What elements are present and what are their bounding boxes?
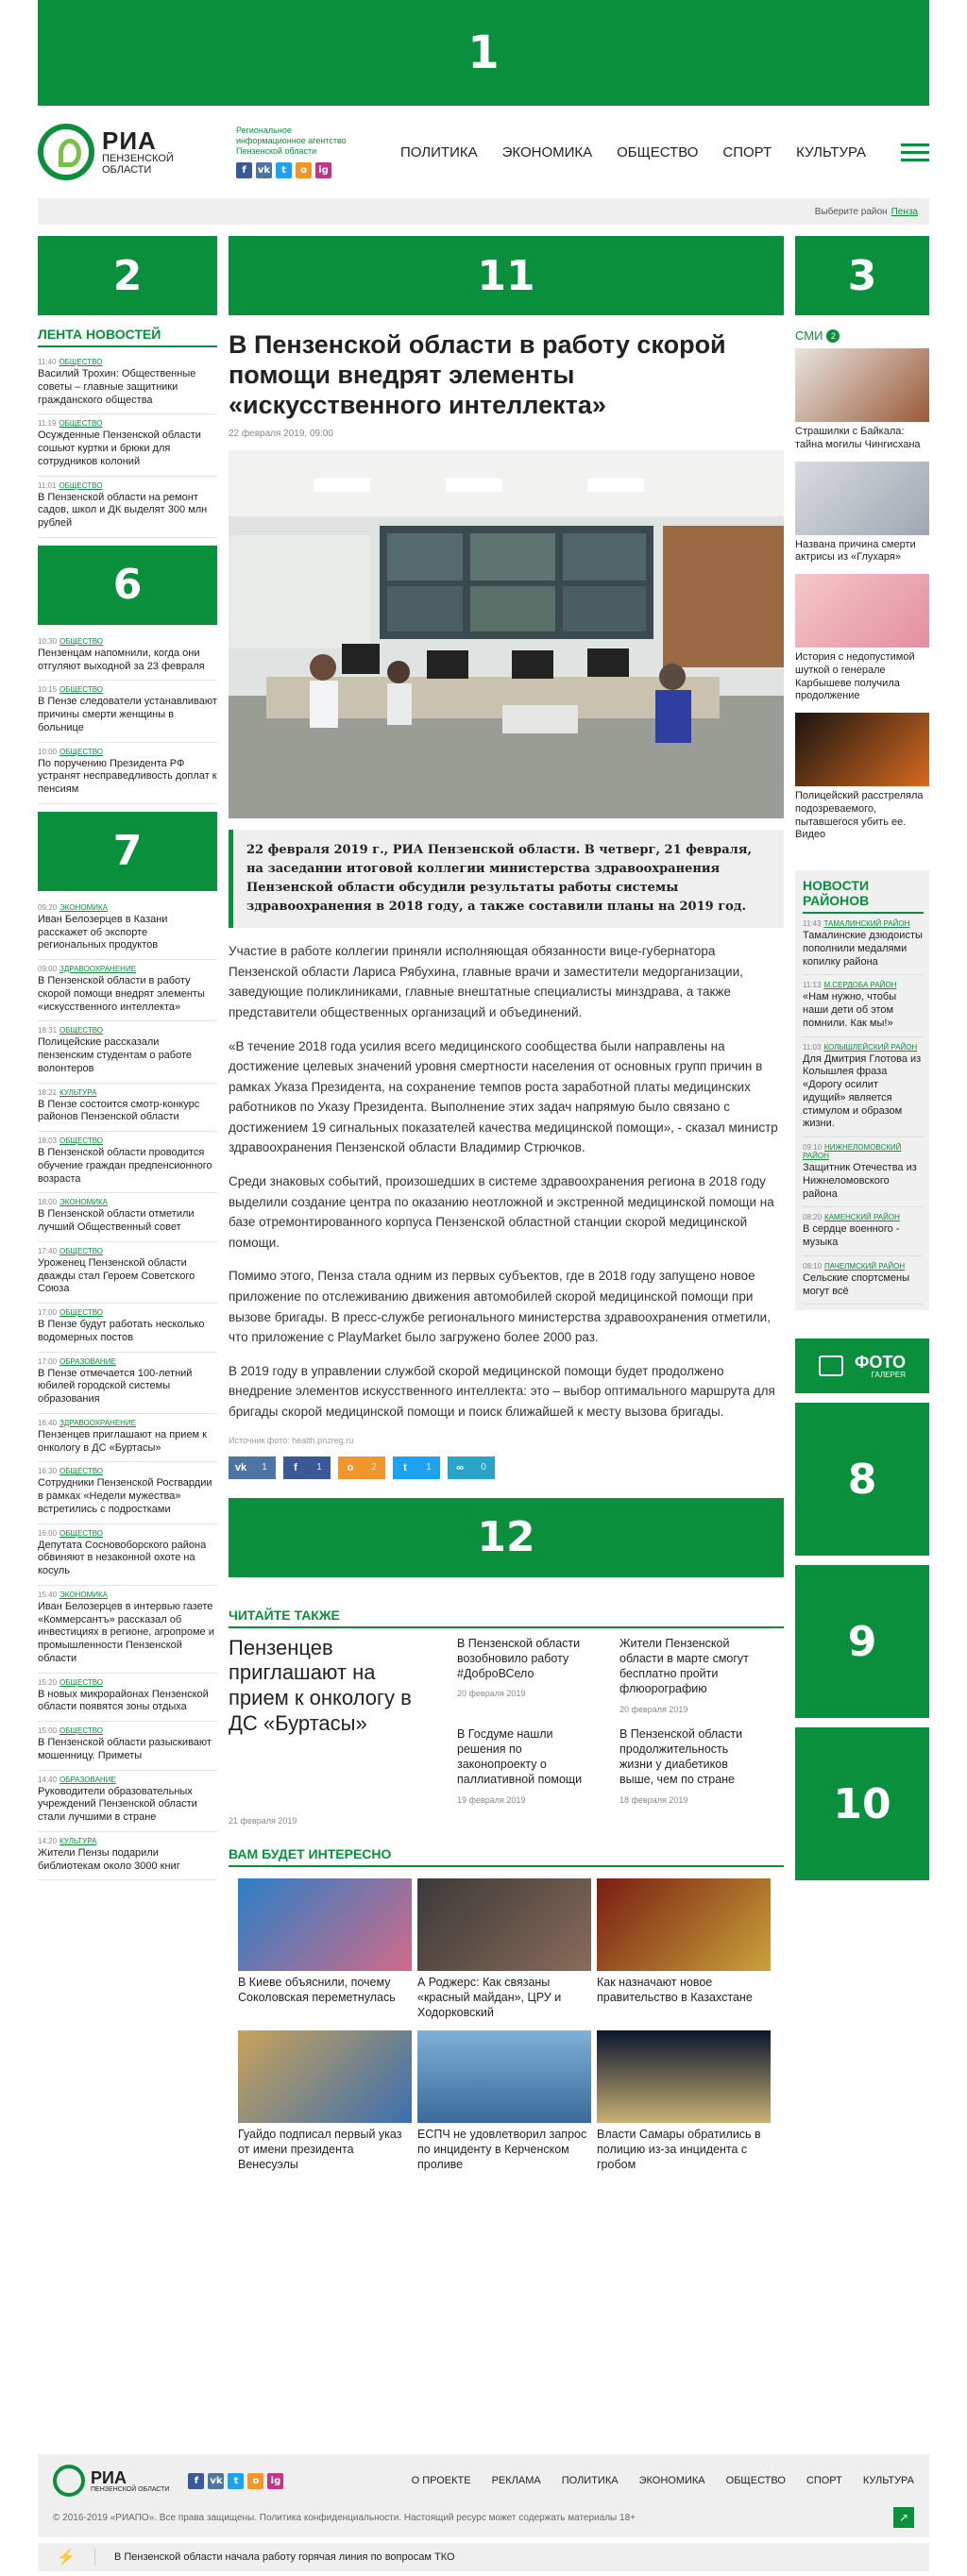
logo-icon	[38, 124, 94, 180]
news-meta	[38, 1136, 217, 1145]
news-meta	[38, 1837, 217, 1845]
copyright: © 2016-2019 «РИАПО». Все права защищены. Политика конфиденциальности. Настоящий ресурс может содержать материалы 18+	[53, 2512, 636, 2523]
share-twitter-button[interactable]	[393, 1456, 440, 1479]
news-category[interactable]: ОБЩЕСТВО	[59, 1677, 104, 1687]
region-meta	[803, 1262, 924, 1271]
news-meta	[38, 1308, 217, 1317]
news-feed-item[interactable]: 11:40 ОБЩЕСТВО Василий Трохин: Общественные советы – главные защитники гражданского общества	[38, 353, 217, 414]
news-title[interactable]: В Пензенской области проводится обучение граждан предпенсионного возраста	[38, 1147, 212, 1185]
news-category[interactable]: КУЛЬТУРА	[59, 1087, 97, 1097]
region-time: 08:20	[803, 1213, 823, 1222]
facebook-icon[interactable]: f	[236, 162, 252, 178]
logo-subtitle-2: ОБЛАСТИ	[102, 163, 152, 176]
control-room-image	[229, 450, 784, 818]
region-news-title[interactable]: Сельские спортсмены могут всё	[803, 1271, 910, 1297]
news-category[interactable]: КУЛЬТУРА	[59, 1836, 97, 1845]
news-title[interactable]: Уроженец Пензенской области дважды стал Героем Советского Союза	[38, 1256, 195, 1295]
footer-nav-item[interactable]: ПОЛИТИКА	[561, 2475, 619, 2486]
news-time: 17:00	[38, 1356, 58, 1366]
photo-source: Источник фото: health.pnzreg.ru	[229, 1435, 354, 1445]
site-footer	[38, 2454, 929, 2537]
footer-nav-item[interactable]: О ПРОЕКТЕ	[411, 2475, 471, 2486]
region-news-title[interactable]: В сердце военного - музыка	[803, 1223, 900, 1249]
smi-item[interactable]: Названа причина смерти актрисы из «Глухаря»	[795, 462, 929, 565]
region-category[interactable]: М.СЕРДОБА РАЙОН	[823, 981, 897, 990]
news-ticker[interactable]	[38, 2543, 929, 2571]
footer-nav-item[interactable]: РЕКЛАМА	[491, 2475, 541, 2486]
ticker-text: В Пензенской области начала работу горячая линия по вопросам ТКО	[114, 2551, 455, 2563]
region-link[interactable]: Пенза	[891, 206, 918, 217]
news-category[interactable]: ОБЩЕСТВО	[59, 1246, 104, 1255]
news-feed-list	[38, 899, 217, 1881]
region-meta	[803, 1043, 924, 1052]
share-count: 2	[371, 1462, 377, 1473]
news-meta	[38, 1419, 217, 1427]
article-paragraph: Участие в работе коллегии приняли исполняющая обязанности вице-губернатора Пензенской области Лариса Рябухина, главные врачи и заместители медорганизации, заведующие поликлиниками, главные внештатные специалисты минздрава, а также представители общественных организаций и объединений.	[229, 944, 743, 1019]
news-title[interactable]: Руководители образовательных учреждений Пензенской области стали лучшими в стране	[38, 1785, 197, 1823]
news-category[interactable]: ОБЩЕСТВО	[59, 1528, 104, 1538]
ad-banner-6[interactable]: 6	[38, 546, 217, 625]
news-time: 16:40	[38, 1418, 58, 1427]
footer-logo[interactable]: РИА ПЕНЗЕНСКОЙ ОБЛАСТИ	[53, 2465, 169, 2497]
article-paragraph: В 2019 году в управлении службой скорой медицинской помощи будет продолжено внедрение элементов искусственного интеллекта: это – выбор оптимального маршрута для бригады скорой медицинской помощи и поиск ближайшей к месту вызова бригады.	[229, 1363, 775, 1420]
news-feed-item[interactable]	[38, 1353, 217, 1414]
share-vk-button[interactable]	[229, 1456, 276, 1479]
smi-title: СМИ 2	[795, 328, 929, 343]
main-column	[229, 236, 784, 2172]
news-meta	[38, 1026, 217, 1035]
news-meta	[38, 1678, 217, 1687]
region-selector	[38, 198, 929, 225]
region-category[interactable]: ТАМАЛИНСКИЙ РАЙОН	[823, 919, 910, 929]
share-odnoklassniki-button[interactable]	[338, 1456, 385, 1479]
news-feed-item[interactable]	[38, 1304, 217, 1353]
facebook-icon[interactable]: f	[188, 2473, 204, 2489]
news-feed-item[interactable]: 11:01 ОБЩЕСТВО В Пензенской области на ремонт садов, школ и ДК выделят 300 млн рублей	[38, 477, 217, 538]
smi-item[interactable]: История с недопустимой шуткой о генерале Карбышеве получила продолжение	[795, 574, 929, 703]
news-feed-item[interactable]: 10:00 ОБЩЕСТВО По поручению Президента РФ устранят несправедливость доплат к пенсиям	[38, 743, 217, 804]
nav-item-culture[interactable]: КУЛЬТУРА	[796, 143, 866, 160]
agency-line: информационное агентство	[236, 135, 347, 145]
news-time: 14:40	[38, 1775, 58, 1784]
region-news-item[interactable]	[803, 1137, 924, 1207]
interest-card[interactable]: В Киеве объяснили, почему Соколовская переметнулась	[238, 1878, 412, 2021]
nav-item-politics[interactable]: ПОЛИТИКА	[400, 143, 478, 160]
link-icon: ∞	[456, 1461, 464, 1473]
ad-banner-10[interactable]: 10	[795, 1727, 929, 1880]
regions-news	[795, 870, 929, 1310]
ad-banner-8[interactable]: 8	[795, 1403, 929, 1556]
region-time: 08:10	[803, 1261, 823, 1271]
news-meta	[38, 1591, 217, 1599]
news-feed-item[interactable]	[38, 960, 217, 1021]
news-feed-item[interactable]	[38, 1771, 217, 1832]
news-feed-item[interactable]	[38, 1021, 217, 1083]
news-time: 16:30	[38, 1467, 58, 1476]
read-also-item[interactable]: В Пензенской области возобновило работу #ДоброВСело 20 февраля 2019	[457, 1636, 581, 1699]
region-news-item[interactable]	[803, 1207, 924, 1256]
read-also-main-date: 21 февраля 2019	[229, 1815, 297, 1826]
news-feed-item[interactable]	[38, 1242, 217, 1304]
news-title[interactable]: В Пензенской области отметили лучший Общественный совет	[38, 1208, 195, 1233]
news-feed-item[interactable]	[38, 1084, 217, 1133]
article-paragraph: «В течение 2018 года усилия всего медицинского сообщества были направлены на достижение целевых значений уровня смертности населения от основных групп причин в рамках Указа Президента, на сохранение темпов роста заработной платы медицинских работников по Указу Президента. Выполнение этих задач напрямую было связано с достижением 19 сигнальных показателей качества медицинской помощи», - сказал министр здравоохранения Пензенской области Владимир Стрючков.	[229, 1038, 778, 1155]
news-meta	[38, 903, 217, 912]
news-category[interactable]: ОБЩЕСТВО	[59, 1026, 104, 1035]
region-meta	[803, 919, 924, 928]
news-category[interactable]: ЗДРАВООХРАНЕНИЕ	[59, 1418, 137, 1427]
region-time: 11:13	[803, 981, 822, 990]
share-count: 1	[316, 1462, 322, 1473]
news-title[interactable]: Пензенцев приглашают на прием к онкологу в ДС «Буртасы»	[38, 1428, 207, 1454]
read-also-main-title: Пензенцев приглашают на прием к онкологу в ДС «Буртасы»	[229, 1635, 412, 1736]
region-news-item[interactable]	[803, 975, 924, 1036]
read-also-item[interactable]: В Госдуме нашли решения по законопроекту о паллиативной помощи 19 февраля 2019	[457, 1726, 583, 1805]
news-title[interactable]: Иван Белозерцев в Казани расскажет об экспорте региональных продуктов	[38, 913, 168, 951]
news-title[interactable]: Депутата Сосновоборского района обвиняют в незаконной охоте на косуль	[38, 1539, 207, 1576]
ad-banner-3[interactable]: 3	[795, 236, 929, 315]
news-category[interactable]: ОБЩЕСТВО	[59, 1308, 104, 1317]
footer-nav	[412, 2475, 914, 2486]
read-also-item[interactable]: Жители Пензенской области в марте смогут бесплатно пройти флюорографию 20 февраля 2019	[619, 1636, 749, 1714]
news-feed-item[interactable]: 11:19 ОБЩЕСТВО Осужденные Пензенской области сошьют куртки и брюки для сотрудников колоний	[38, 414, 217, 476]
instagram-icon[interactable]: ig	[315, 162, 331, 178]
region-news-title[interactable]: Тамалинские дзюдоисты пополнили медалями копилку района	[803, 930, 923, 968]
region-news-title[interactable]: Для Дмитрия Глотова из Колышлея фраза «Дорогу осилит идущий» является стимулом и образом жизни.	[803, 1052, 922, 1130]
news-time: 18:03	[38, 1136, 58, 1145]
facebook-icon: f	[294, 1461, 297, 1473]
share-count: 1	[262, 1462, 267, 1473]
ad-banner-11[interactable]: 11	[229, 236, 784, 315]
news-feed-item[interactable]	[38, 1674, 217, 1723]
odnoklassniki-icon[interactable]: o	[296, 162, 312, 178]
news-meta	[38, 1088, 217, 1097]
news-title[interactable]: В новых микрорайонах Пензенской области появятся зоны отдыха	[38, 1688, 209, 1713]
news-time: 18:00	[38, 1198, 58, 1207]
interest-title: ВАМ БУДЕТ ИНТЕРЕСНО	[229, 1835, 784, 1867]
right-column	[795, 236, 929, 1880]
news-title[interactable]: Полицейские рассказали пензенским студентам о работе волонтеров	[38, 1036, 193, 1074]
interest-card[interactable]: А Роджерс: Как связаны «красный майдан», ЦРУ и Ходорковский	[417, 1878, 591, 2021]
news-category[interactable]: ЗДРАВООХРАНЕНИЕ	[59, 965, 137, 973]
footer-nav-item[interactable]: ОБЩЕСТВО	[725, 2475, 786, 2486]
site-logo[interactable]	[38, 124, 208, 180]
interest-card[interactable]: Власти Самары обратились в полицию из-за инцидента с гробом	[597, 2030, 771, 2173]
region-label: Выберите район	[814, 206, 888, 217]
news-title[interactable]: В Пензе отмечается 100-летний юбилей городской системы образования	[38, 1367, 193, 1405]
news-title[interactable]: В Пензе будут работать несколько водомерных постов	[38, 1319, 205, 1343]
agency-line: Региональное	[236, 125, 292, 135]
logo-title: РИА	[102, 126, 157, 155]
read-also-main[interactable]	[229, 1636, 436, 1826]
region-category[interactable]: КОЛЫШЛЕЙСКИЙ РАЙОН	[823, 1042, 918, 1052]
news-category[interactable]: ОБРАЗОВАНИЕ	[59, 1775, 116, 1784]
news-category[interactable]: ОБЩЕСТВО	[59, 1726, 104, 1735]
region-news-item[interactable]	[803, 1256, 924, 1305]
region-category[interactable]: ПАЧЕЛМСКИЙ РАЙОН	[824, 1261, 906, 1271]
news-time: 15:40	[38, 1590, 58, 1599]
footer-nav-item[interactable]: ЭКОНОМИКА	[638, 2475, 705, 2486]
site-header	[38, 109, 929, 194]
news-title[interactable]: Жители Пензы подарили библиотекам около 3000 книг	[38, 1846, 180, 1872]
article-title: В Пензенской области в работу скорой помощи внедрят элементы «искусственного интеллекта»	[229, 330, 726, 419]
region-time: 11:03	[803, 1042, 822, 1052]
news-category[interactable]: ОБРАЗОВАНИЕ	[59, 1356, 116, 1366]
news-title[interactable]: Иван Белозерцев в интервью газете «Коммерсантъ» рассказал об инвестициях в регионе, агропроме и промышленности Пензенской области	[38, 1600, 214, 1664]
share-facebook-button[interactable]	[283, 1456, 331, 1479]
share-link-button[interactable]	[448, 1456, 495, 1479]
news-feed-item[interactable]	[38, 1132, 217, 1193]
news-category[interactable]: ЭКОНОМИКА	[59, 1198, 108, 1207]
news-feed-item[interactable]	[38, 1524, 217, 1586]
article-paragraph: Среди знаковых событий, произошедших в системе здравоохранения региона в 2018 году выделили создание центра по оказанию неотложной и экстренной медицинской помощи на базе отремонтированного корпуса Пензенской областной станции скорой медицинской помощи.	[229, 1174, 774, 1250]
news-category[interactable]: ЭКОНОМИКА	[59, 1590, 108, 1599]
odnoklassniki-icon: o	[347, 1461, 354, 1473]
region-category[interactable]: КАМЕНСКИЙ РАЙОН	[824, 1213, 900, 1222]
interest-card[interactable]: ЕСПЧ не удовлетворил запрос по инциденту в Керченском проливе	[417, 2030, 591, 2173]
header-socials	[236, 162, 378, 178]
region-news-item[interactable]	[803, 1037, 924, 1138]
region-meta	[803, 1213, 924, 1221]
read-also-section	[229, 1596, 784, 1826]
vk-icon[interactable]: vk	[256, 162, 272, 178]
news-title[interactable]: В Пензенской области в работу скорой помощи внедрят элементы «искусственного интеллекта»	[38, 975, 205, 1013]
region-news-title[interactable]: «Нам нужно, чтобы наши дети об этом помнили. Как мы!»	[803, 991, 897, 1029]
twitter-icon[interactable]: t	[276, 162, 292, 178]
read-also-item[interactable]: В Пензенской области продолжительность жизни у диабетиков выше, чем по стране 18 февраля 2019	[619, 1726, 743, 1805]
news-time: 15:20	[38, 1677, 58, 1687]
footer-nav-item[interactable]: КУЛЬТУРА	[862, 2475, 914, 2486]
news-time: 15:00	[38, 1726, 58, 1735]
news-feed-title: ЛЕНТА НОВОСТЕЙ	[38, 315, 217, 347]
news-meta	[38, 1726, 217, 1735]
twitter-icon[interactable]: t	[228, 2473, 244, 2489]
nav-item-economy[interactable]: ЭКОНОМИКА	[501, 143, 593, 160]
news-time: 14:20	[38, 1836, 58, 1845]
news-feed-item[interactable]: 10:15 ОБЩЕСТВО В Пензе следователи устанавливают причины смерти женщины в больнице	[38, 681, 217, 742]
region-time: 09:10	[803, 1143, 823, 1153]
news-time: 16:00	[38, 1528, 58, 1538]
news-meta	[38, 1247, 217, 1255]
region-meta	[803, 1143, 924, 1160]
news-category[interactable]: ОБЩЕСТВО	[59, 1467, 104, 1476]
news-time: 18:31	[38, 1026, 58, 1035]
news-title[interactable]: В Пензе состоится смотр-конкурс районов Пензенской области	[38, 1098, 200, 1123]
nav-item-sport[interactable]: СПОРТ	[722, 143, 772, 160]
photo-gallery-button[interactable]: ФОТО ГАЛЕРЕЯ	[795, 1339, 929, 1393]
region-news-title[interactable]: Защитник Отечества из Нижнеломовского района	[803, 1162, 917, 1200]
regions-title: НОВОСТИ РАЙОНОВ	[803, 878, 924, 914]
news-feed-item[interactable]	[38, 899, 217, 960]
ad-banner-2[interactable]: 2	[38, 236, 217, 315]
ad-banner-7[interactable]: 7	[38, 812, 217, 891]
news-meta	[38, 965, 217, 973]
news-feed-item[interactable]: 10:30 ОБЩЕСТВО Пензенцам напомнили, когда они отгуляют выходной за 23 февраля	[38, 632, 217, 682]
ad-banner-12[interactable]: 12	[229, 1498, 784, 1577]
main-nav	[400, 144, 866, 160]
news-category[interactable]: ЭКОНОМИКА	[59, 902, 108, 912]
news-feed-item[interactable]	[38, 1414, 217, 1463]
news-title[interactable]: Сотрудники Пензенской Росгвардии в рамках «Недели мужества» встретились с подростками	[38, 1477, 212, 1515]
news-title[interactable]: В Пензенской области разыскивают мошенницу. Приметы	[38, 1737, 212, 1761]
news-time: 17:00	[38, 1308, 58, 1317]
news-meta	[38, 1198, 217, 1206]
nav-item-society[interactable]: ОБЩЕСТВО	[617, 143, 699, 160]
odnoklassniki-icon[interactable]: o	[247, 2473, 263, 2489]
logo-icon	[53, 2465, 85, 2497]
article-lead: 22 февраля 2019 г., РИА Пензенской области. В четверг, 21 февраля, на заседании итоговой коллегии министерства здравоохранения Пензенской области обсудили результаты работы системы здравоохранения в 2018 году, а также составили планы на 2019 год.	[229, 830, 784, 929]
article-photo	[229, 450, 784, 818]
agency-info	[236, 126, 378, 179]
read-also-col	[619, 1636, 761, 1826]
news-meta	[38, 1467, 217, 1475]
share-count: 0	[481, 1462, 486, 1473]
camera-icon	[819, 1355, 843, 1376]
instagram-icon[interactable]: ig	[267, 2473, 283, 2489]
read-also-col	[457, 1636, 599, 1826]
left-column	[38, 236, 217, 1880]
news-time: 09:20	[38, 902, 58, 912]
news-feed-item[interactable]	[38, 1722, 217, 1771]
news-category[interactable]: ОБЩЕСТВО	[59, 1136, 104, 1145]
share-buttons	[229, 1456, 784, 1479]
news-time: 17:40	[38, 1246, 58, 1255]
region-time: 11:43	[803, 919, 822, 929]
news-meta	[38, 1357, 217, 1366]
twitter-icon: t	[403, 1461, 407, 1473]
scroll-up-icon[interactable]: ↗	[893, 2507, 914, 2528]
news-feed-item[interactable]	[38, 1462, 217, 1524]
footer-socials	[188, 2473, 283, 2489]
share-count: 1	[426, 1462, 432, 1473]
article-paragraph: Помимо этого, Пенза стала одним из первых субъектов, где в 2018 году запущено новое приложение по отслеживанию движения автомобилей скорой медицинской помощи при вызове бригады. В пресс-службе регионального министерства здравоохранения отметили, что приложение с PlayMarket было загружено более 2000 раз.	[229, 1269, 771, 1345]
lightning-icon: ⚡	[57, 2550, 76, 2566]
region-meta	[803, 981, 924, 989]
agency-line: Пензенской области	[236, 146, 317, 157]
ad-banner-9[interactable]: 9	[795, 1565, 929, 1718]
read-also-title: ЧИТАЙТЕ ТАКЖЕ	[229, 1596, 784, 1628]
region-category[interactable]: НИЖНЕЛОМОВСКИЙ РАЙОН	[803, 1143, 902, 1161]
interest-card[interactable]: Как назначают новое правительство в Казахстане	[597, 1878, 771, 2021]
menu-icon[interactable]	[901, 139, 929, 166]
news-time: 09:00	[38, 965, 58, 973]
vk-icon[interactable]: vk	[208, 2473, 224, 2489]
top-ad-banner[interactable]: 1	[38, 0, 929, 106]
article-date: 22 февраля 2019, 09:00	[229, 428, 333, 439]
region-news-item[interactable]	[803, 914, 924, 975]
interest-section	[229, 1835, 784, 2173]
news-feed-item[interactable]	[38, 1193, 217, 1242]
vk-icon: vk	[234, 1461, 247, 1473]
news-meta	[38, 1776, 217, 1784]
news-meta	[38, 1529, 217, 1538]
smi-item[interactable]: Страшилки с Байкала: тайна могилы Чингисхана	[795, 348, 929, 452]
smi-badge: 2	[826, 329, 840, 343]
footer-nav-item[interactable]: СПОРТ	[806, 2475, 842, 2486]
smi-item[interactable]: Полицейский расстреляла подозреваемого, пытавшегося убить ее. Видео	[795, 713, 929, 842]
news-feed-item[interactable]	[38, 1832, 217, 1881]
news-time: 18:21	[38, 1087, 58, 1097]
news-feed-item[interactable]	[38, 1586, 217, 1674]
interest-card[interactable]: Гуайдо подписал первый указ от имени президента Венесуэлы	[238, 2030, 412, 2173]
logo-subtitle-1: ПЕНЗЕНСКОЙ	[102, 153, 174, 165]
